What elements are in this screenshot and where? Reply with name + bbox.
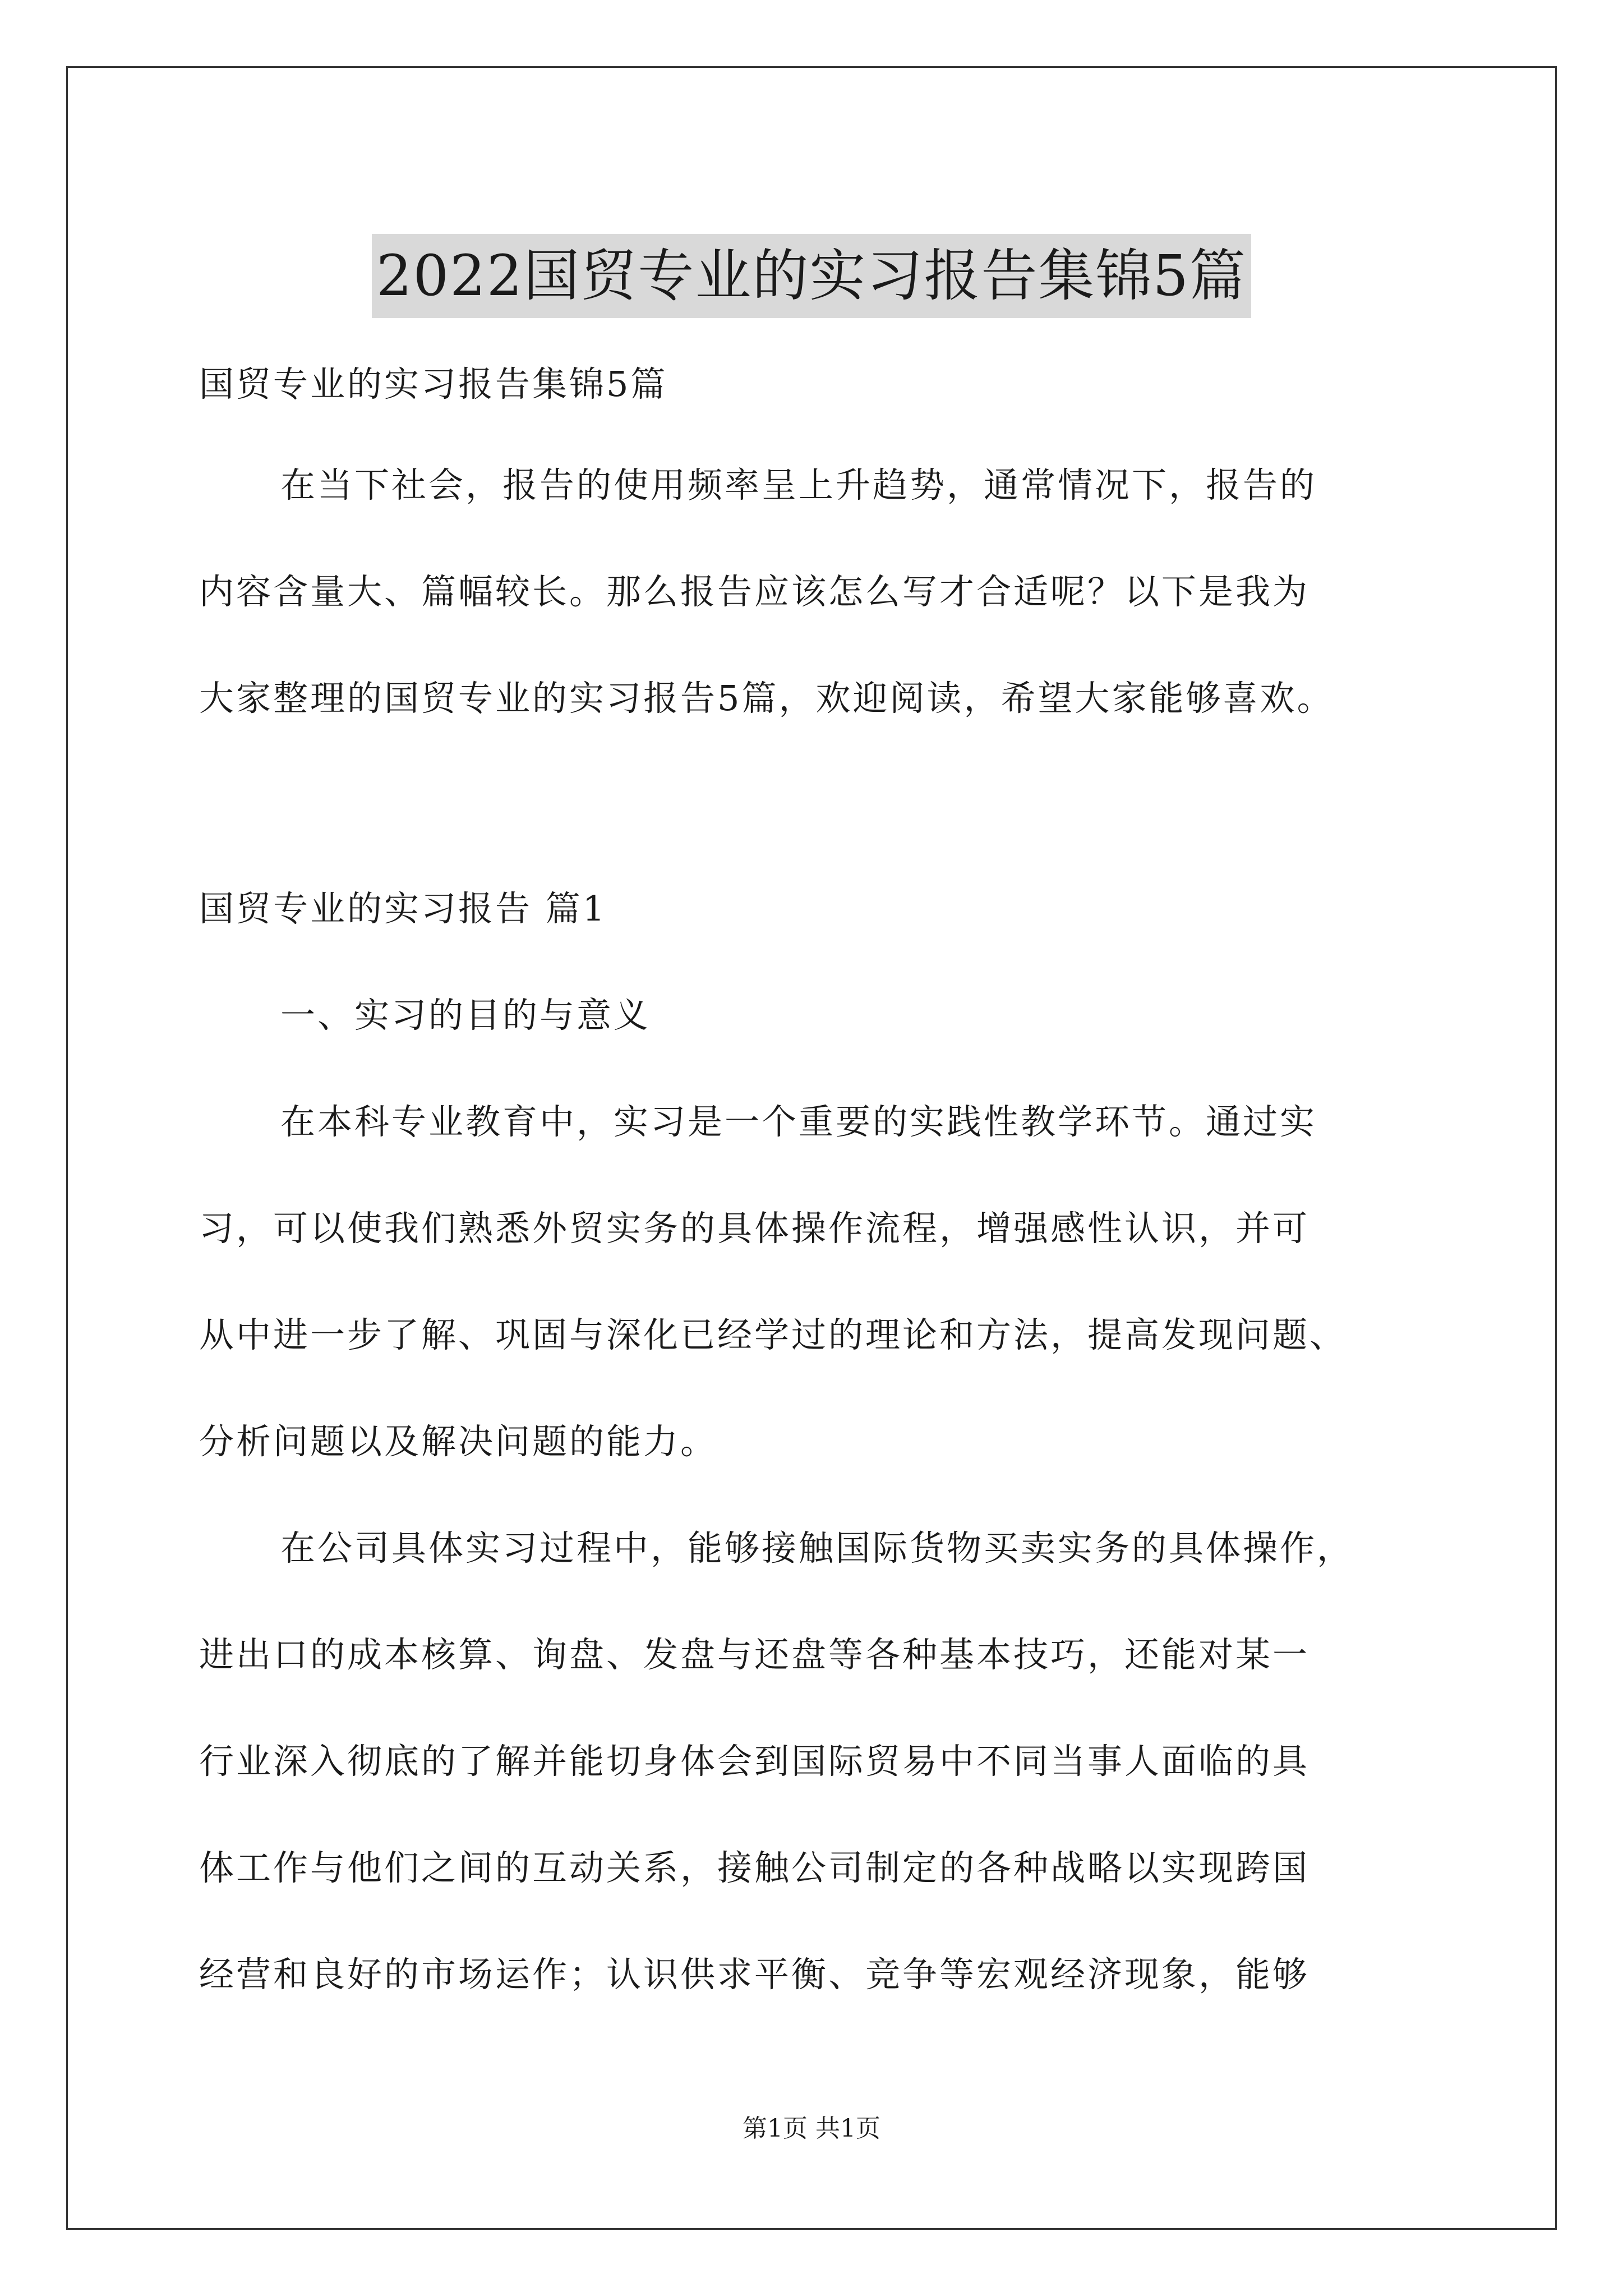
body-line: 在公司具体实习过程中，能够接触国际货物买卖实务的具体操作， (280, 1527, 1354, 1568)
document-title: 2022国贸专业的实习报告集锦5篇 (372, 234, 1251, 318)
body-line: 经营和良好的市场运作；认识供求平衡、竞争等宏观经济现象，能够 (199, 1954, 1310, 1995)
title-container (0, 196, 1623, 356)
body-line: 大家整理的国贸专业的实习报告5篇，欢迎阅读，希望大家能够喜欢。 (199, 678, 1334, 719)
body-line: 在当下社会，报告的使用频率呈上升趋势，通常情况下，报告的 (280, 464, 1317, 505)
body-line: 内容含量大、篇幅较长。那么报告应该怎么写才合适呢？以下是我为 (199, 571, 1310, 612)
section-heading: 国贸专业的实习报告 篇1 (199, 888, 607, 929)
body-line: 分析问题以及解决问题的能力。 (199, 1421, 718, 1462)
subtitle-line: 国贸专业的实习报告集锦5篇 (199, 364, 668, 404)
body-line: 从中进一步了解、巩固与深化已经学过的理论和方法，提高发现问题、 (199, 1314, 1347, 1355)
subsection-heading: 一、实习的目的与意义 (280, 995, 651, 1036)
body-line: 进出口的成本核算、询盘、发盘与还盘等各种基本技巧，还能对某一 (199, 1634, 1310, 1675)
body-line: 习，可以使我们熟悉外贸实务的具体操作流程，增强感性认识，并可 (199, 1208, 1310, 1249)
body-line: 体工作与他们之间的互动关系，接触公司制定的各种战略以实现跨国 (199, 1847, 1310, 1888)
body-line: 行业深入彻底的了解并能切身体会到国际贸易中不同当事人面临的具 (199, 1741, 1310, 1782)
page-footer: 第1页 共1页 (743, 2114, 880, 2143)
body-line: 在本科专业教育中，实习是一个重要的实践性教学环节。通过实 (280, 1101, 1317, 1142)
